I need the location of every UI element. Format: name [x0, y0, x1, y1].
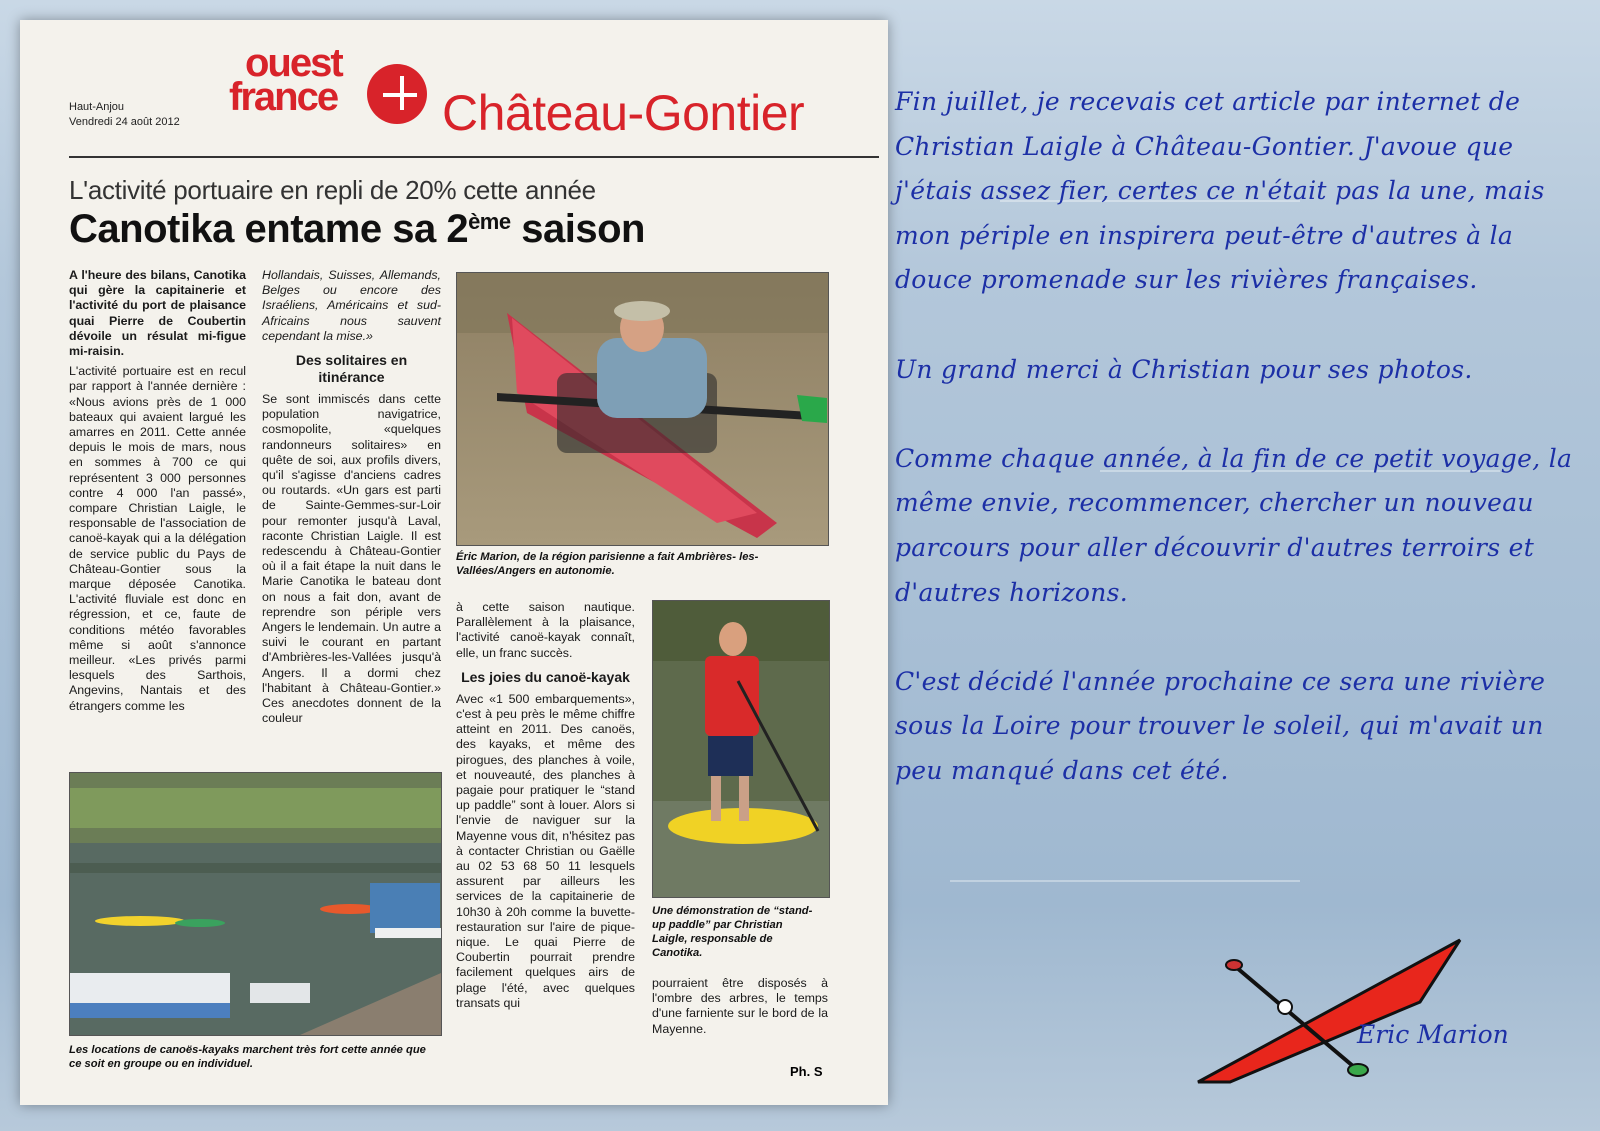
article-column-3	[456, 600, 635, 1016]
caption-paddle: Une démonstration de “stand-up paddle” par Christian Laigle, responsable de Canotika.	[652, 905, 813, 959]
article-lead: A l'heure des bilans, Canotika qui gère la capitainerie et l'activité du port de plaisance quai Pierre de Coubertin dévoile un résulat mi-figue mi-raisin.	[69, 268, 246, 359]
logo-plus-icon	[367, 64, 427, 124]
headline-superscript: ème	[468, 209, 511, 234]
water-ripple	[950, 880, 1300, 882]
article-body: Se sont immiscés dans cette population navigatrice, cosmopolite, «quelques randonneurs solitaires» en quête de soi, aux profils divers, qu'il s'agisse d'anciens cadres ou routards. «Un gars est parti de Sainte-Gemmes-sur-Loir pour remonter jusqu'à Laval, raconte Christian Laigle. Il est redescendu à Château-Gontier où il a fait étape la nuit dans le Marie Canotika le bateau dont on nous a fait don, avant de reprendre son périple vers Angers le lendemain. Un autre a suivi le courant en partant d'Ambrières-les-Vallées jusqu'à Angers. Il a dormi chez l'habitant à Château-Gontier.» Ces anecdotes donnent de la couleur	[262, 392, 441, 726]
headline-main: Canotika entame sa 2	[69, 207, 469, 251]
article-body: L'activité portuaire est en recul par rapport à l'année dernière : «Nous avions près de 1 000 bateaux qui avaient largué les amarres en 2011. Cette année depuis le mois de mars, nous en sommes à 700 ce qui représentent 3 000 personnes contre 4 000 l'an passé», compare Christian Laigle, le responsable de l'association de canoë-kayak qui a la délégation de service public du Pays de Château-Gontier sous la marque déposée Canotika. L'activité fluviale est donc en régression, et ce, faute de conditions météo favorables même si août s'annonce meilleur. «Les privés parmi lesquels des Sarthois, Angevins, Nantais et des étrangers comme les	[69, 364, 246, 713]
photo-kayaker	[456, 272, 829, 546]
photo-port	[69, 772, 442, 1036]
article-kicker: L'activité portuaire en repli de 20% cette année	[69, 175, 596, 205]
photo-stand-up-paddle	[652, 600, 830, 898]
caption-kayaker: Éric Marion, de la région parisienne a fait Ambrières- les-Vallées/Angers en autonomie.	[456, 551, 759, 577]
article-body: Avec «1 500 embarquements», c'est à peu près le même chiffre atteint en 2011. Des canoës, des kayaks, et même des pirogues, des planches à voile, et nouveauté, des planches à pagaie pour pratiquer le “stand up paddle” sont à louer. Alors si l'envie de naviguer sur la Mayenne vous dit, n'hésitez pas à contacter Christian ou Gaëlle au 02 53 68 50 11 lesquels assurent par ailleurs les services de la capitainerie de 10h30 à 20h comme la buvette-restauration sur l'aire de pique-nique. Le quai Pierre de Coubertin pourrait prendre facilement quelques airs de plage l'été, avec quelques transats qui	[456, 691, 635, 1010]
header-rule	[69, 156, 879, 158]
caption-port: Les locations de canoës-kayaks marchent très fort cette année que ce soit en groupe ou en individuel.	[69, 1044, 426, 1070]
headline-end: saison	[510, 207, 645, 251]
subhead-solitaires: Des solitaires en itinérance	[295, 352, 408, 386]
article-column-2	[262, 268, 441, 731]
edition-info	[69, 100, 180, 130]
letter-paragraph: C'est décidé l'année prochaine ce sera une rivière sous la Loire pour trouver le soleil, qui m'avait un peu manqué dans cet été.	[895, 666, 1546, 785]
article-headline	[69, 207, 645, 252]
ouest-france-logo	[227, 41, 457, 124]
letter-paragraph: Comme chaque année, à la fin de ce petit voyage, la même envie, recommencer, chercher un nouveau parcours pour aller découvrir d'autres terroirs et d'autres horizons.	[895, 443, 1573, 607]
article-column-1	[69, 268, 246, 719]
kayak-icon	[1190, 932, 1480, 1092]
article-column-4	[652, 976, 828, 1042]
city-heading: Château-Gontier	[442, 85, 805, 141]
publication-date: Vendredi 24 août 2012	[69, 116, 180, 128]
article-body: à cette saison nautique. Parallèlement à la plaisance, l'activité canoë-kayak connaît, elle, un franc succès.	[456, 600, 635, 660]
handwritten-letter	[895, 80, 1585, 838]
letter-paragraph: Fin juillet, je recevais cet article par internet de Christian Laigle à Château-Gontier. J'avoue que j'étais assez fier, certes ce n'était pas la une, mais mon périple en inspirera peut-être d'autres à la douce promenade sur les rivières françaises.	[895, 87, 1545, 295]
article-body: pourraient être disposés à l'ombre des arbres, le temps d'une farniente sur le bord de la Mayenne.	[652, 976, 828, 1036]
subhead-canoe-kayak: Les joies du canoë-kayak	[461, 668, 630, 685]
edition-name: Haut-Anjou	[69, 101, 125, 113]
newspaper-clipping	[20, 20, 888, 1105]
logo-word-ouest: ouest	[245, 41, 342, 85]
article-quote: Hollandais, Suisses, Allemands, Belges ou encore des Israéliens, Américains et sud-Africains nous sauvent cependant la mise.»	[262, 268, 441, 343]
signature: Eric Marion	[1357, 1020, 1509, 1049]
photo-credit: Ph. S	[790, 1064, 823, 1079]
logo-word-france: france	[229, 75, 338, 119]
letter-paragraph: Un grand merci à Christian pour ses photos.	[895, 354, 1473, 384]
